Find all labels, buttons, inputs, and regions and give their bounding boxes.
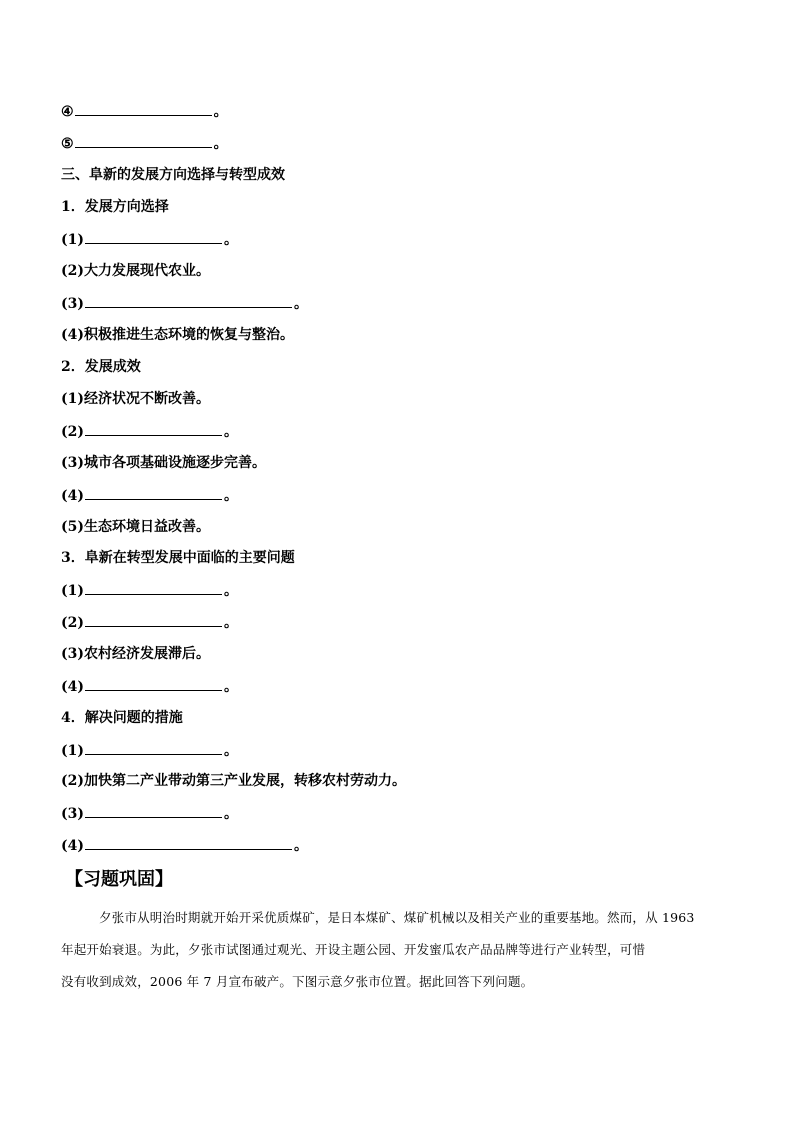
sub2-item-2-marker: (2) (61, 424, 84, 440)
sub3-item-1-blank[interactable] (85, 580, 222, 595)
sub3-item-2 (61, 612, 238, 633)
item-4-blank[interactable] (75, 101, 212, 116)
sub3-item-2-end: 。 (224, 615, 238, 631)
sub2-item-4-blank[interactable] (85, 485, 222, 500)
sub3-item-2-blank[interactable] (85, 612, 222, 627)
sub3-item-1-marker: (1) (61, 583, 84, 599)
subsection-1-title: 1．发展方向选择 (61, 199, 169, 215)
sub4-item-3-blank[interactable] (85, 803, 222, 818)
sub2-item-2 (61, 421, 238, 442)
sub4-item-1-blank[interactable] (85, 740, 222, 755)
item-4-marker: ④ (61, 104, 74, 120)
item-4-fill-line (61, 101, 228, 122)
sub3-item-4-end: 。 (224, 679, 238, 695)
sub3-item-4-blank[interactable] (85, 676, 222, 691)
sub4-item-3-end: 。 (224, 806, 238, 822)
sub2-item-1: (1)经济状况不断改善。 (61, 391, 210, 407)
sub1-item-2: (2)大力发展现代农业。 (61, 263, 210, 279)
sub2-item-2-end: 。 (224, 424, 238, 440)
paragraph-line-1: 夕张市从明治时期就开始开采优质煤矿，是日本煤矿、煤矿机械以及相关产业的重要基地。然而，从 1963 (99, 910, 695, 925)
sub4-item-1-marker: (1) (61, 743, 84, 759)
paragraph-line-2: 年起开始衰退。为此，夕张市试图通过观光、开设主题公园、开发蜜瓜农产品品牌等进行产业转型，可惜 (61, 942, 646, 957)
sub2-item-5: (5)生态环境日益改善。 (61, 519, 210, 535)
sub1-item-1-marker: (1) (61, 232, 84, 248)
sub4-item-4 (61, 835, 308, 856)
sub4-item-3-marker: (3) (61, 806, 84, 822)
item-4-end: 。 (213, 104, 228, 120)
sub4-item-4-blank[interactable] (85, 835, 292, 850)
sub1-item-3-end: 。 (294, 296, 308, 312)
sub3-item-2-marker: (2) (61, 615, 84, 631)
sub2-item-4 (61, 485, 238, 506)
sub2-item-4-end: 。 (224, 488, 238, 504)
sub3-item-1 (61, 580, 238, 601)
exercise-heading: 【习题巩固】 (65, 869, 173, 890)
sub1-item-3 (61, 293, 308, 314)
sub4-item-4-end: 。 (294, 838, 308, 854)
sub1-item-3-blank[interactable] (85, 293, 292, 308)
sub4-item-4-marker: (4) (61, 838, 84, 854)
sub4-item-2: (2)加快第二产业带动第三产业发展，转移农村劳动力。 (61, 773, 406, 789)
sub4-item-1-end: 。 (224, 743, 238, 759)
sub4-item-1 (61, 740, 238, 761)
item-5-end: 。 (213, 136, 228, 152)
item-5-marker: ⑤ (61, 136, 74, 152)
item-5-blank[interactable] (75, 133, 212, 148)
sub1-item-3-marker: (3) (61, 296, 84, 312)
sub3-item-4 (61, 676, 238, 697)
sub2-item-3: (3)城市各项基础设施逐步完善。 (61, 455, 266, 471)
section-3-title: 三、阜新的发展方向选择与转型成效 (61, 167, 285, 183)
sub3-item-4-marker: (4) (61, 679, 84, 695)
sub1-item-1-blank[interactable] (85, 229, 222, 244)
item-5-fill-line (61, 133, 228, 154)
subsection-4-title: 4．解决问题的措施 (61, 710, 183, 726)
sub1-item-1-end: 。 (224, 232, 238, 248)
subsection-3-title: 3．阜新在转型发展中面临的主要问题 (61, 550, 295, 566)
paragraph-line-3: 没有收到成效，2006 年 7 月宣布破产。下图示意夕张市位置。据此回答下列问题。 (61, 974, 534, 989)
subsection-2-title: 2．发展成效 (61, 359, 141, 375)
sub3-item-1-end: 。 (224, 583, 238, 599)
sub3-item-3: (3)农村经济发展滞后。 (61, 646, 210, 662)
sub2-item-2-blank[interactable] (85, 421, 222, 436)
exercise-paragraph (61, 902, 731, 998)
sub1-item-4: (4)积极推进生态环境的恢复与整治。 (61, 327, 294, 343)
sub1-item-1 (61, 229, 238, 250)
sub2-item-4-marker: (4) (61, 488, 84, 504)
sub4-item-3 (61, 803, 238, 824)
